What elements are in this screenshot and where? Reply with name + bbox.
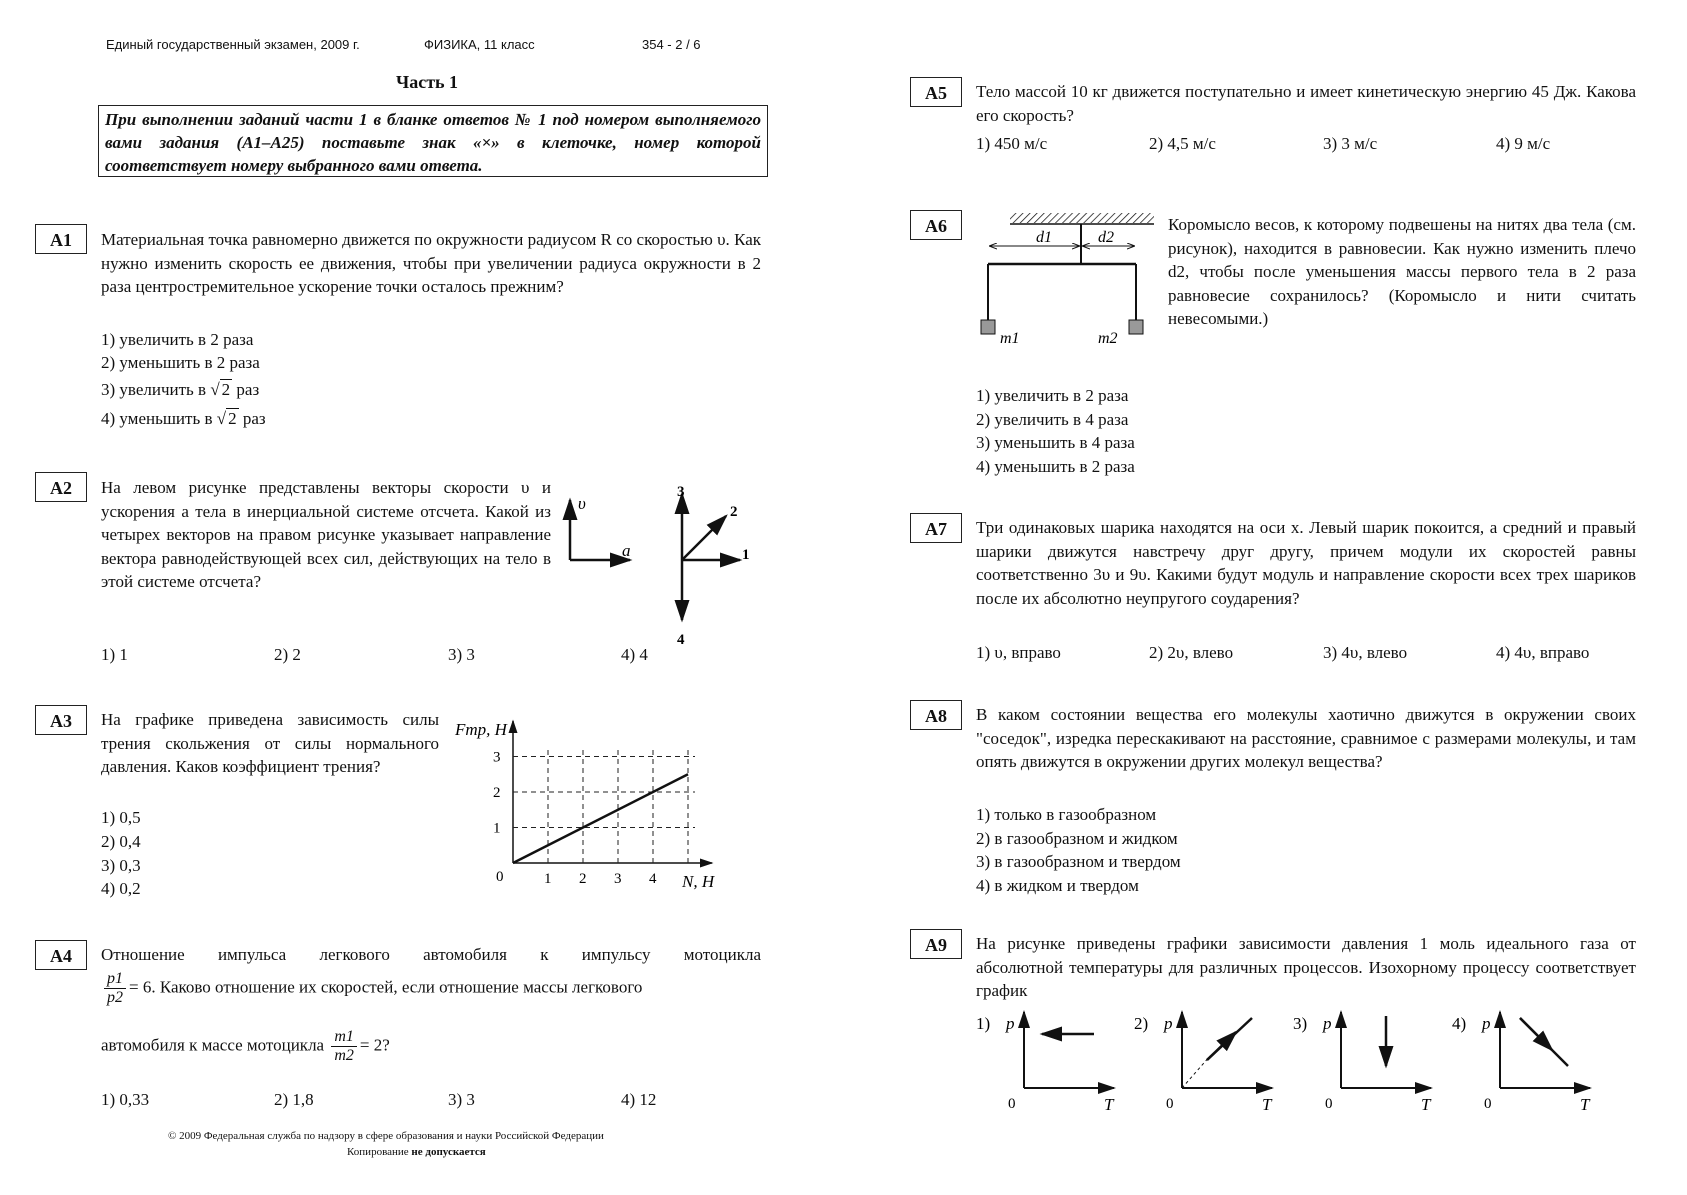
a4-option-2[interactable]: 2) 1,8 — [274, 1090, 314, 1109]
d2-label: d2 — [1098, 229, 1114, 246]
vector-4-label: 4 — [677, 632, 685, 648]
m2-label: m2 — [1098, 330, 1118, 347]
a6-label: А6 — [910, 210, 962, 240]
a9-graph-2 — [1130, 1004, 1280, 1114]
p1: p1 — [104, 970, 126, 989]
a6-option-1[interactable]: 1) увеличить в 2 раза — [976, 386, 1129, 405]
m1-label: m1 — [1000, 330, 1020, 347]
x-tick-label: 4 — [649, 871, 657, 887]
a3-label: А3 — [35, 705, 87, 735]
a2-option-1[interactable]: 1) 1 — [101, 645, 128, 664]
a5-option-4[interactable]: 4) 9 м/с — [1496, 134, 1551, 153]
a8-option-1[interactable]: 1) только в газообразном — [976, 805, 1157, 824]
y-tick-label: 2 — [493, 785, 501, 801]
a4-text-3: автомобиля к массе мотоцикла — [101, 1035, 325, 1055]
origin-label: 0 — [1008, 1096, 1016, 1112]
a5-option-1[interactable]: 1) 450 м/с — [976, 134, 1048, 153]
ceiling-hatch — [1010, 213, 1154, 223]
a7-label: А7 — [910, 513, 962, 543]
a1-option-3[interactable] — [101, 380, 259, 400]
x-axis-label: N, Н — [682, 872, 715, 891]
m2: m2 — [334, 1047, 354, 1064]
a4-text-line3 — [101, 1028, 390, 1065]
weight-1 — [981, 320, 995, 334]
a9-text: На рисунке приведены графики зависимости давления 1 моль идеального газа от абсолютной температуры для различных процессов. Изохорному процессу соответствует график — [976, 934, 1636, 1000]
m-fraction — [331, 1028, 357, 1065]
a3-text: На графике приведена зависимость силы трения скольжения от силы нормального давления. Каков коэффициент трения? — [101, 710, 439, 776]
acceleration-label: a — [622, 541, 631, 560]
y-tick-label: 1 — [493, 820, 501, 837]
extrapolation-line — [1182, 1056, 1210, 1088]
footer-copying-bold: не допускается — [411, 1146, 486, 1158]
p2: p2 — [107, 989, 123, 1006]
a7-text: Три одинаковых шарика находятся на оси x. Левый шарик покоится, а средний и правый шарики движутся навстречу друг другу, причем модули их скоростей равны соответственно 3υ и 9υ. Какими будут модуль и направление скорости всех трех шариков после их абсолютно неупругого соударения? — [976, 518, 1636, 608]
sqrt-value: 2 — [221, 380, 231, 399]
a5-label: А5 — [910, 77, 962, 107]
graph-number-label: 3) — [1293, 1014, 1308, 1033]
a1-option-4[interactable] — [101, 409, 266, 429]
a7-option-4[interactable]: 4) 4υ, вправо — [1496, 643, 1590, 662]
graph-number-label: 2) — [1134, 1014, 1149, 1033]
part-title: Часть 1 — [396, 72, 459, 92]
header-subject: ФИЗИКА, 11 класс — [424, 37, 535, 52]
friction-chart — [450, 715, 730, 895]
a1-option-2[interactable]: 2) уменьшить в 2 раза — [101, 353, 260, 372]
origin-label: 0 — [1484, 1096, 1492, 1112]
y-tick-label: 3 — [493, 749, 501, 766]
a9-label: А9 — [910, 929, 962, 959]
x-tick-label: 3 — [614, 871, 622, 887]
a1-option-3-text: 3) увеличить в — [101, 380, 211, 399]
a8-text: В каком состоянии вещества его молекулы хаотично движутся в окружении своих "соседок", изредка перескакивают на расстояние, сравнимое с размерами молекулы, и там опять движутся в окружении других молекул вещества? — [976, 705, 1636, 771]
a8-option-4[interactable]: 4) в жидком и твердом — [976, 876, 1139, 895]
header-page: 354 - 2 / 6 — [642, 37, 701, 52]
origin-label: 0 — [1325, 1096, 1333, 1112]
a3-option-1[interactable]: 1) 0,5 — [101, 808, 141, 827]
a3-option-4[interactable]: 4) 0,2 — [101, 879, 141, 898]
a4-option-3[interactable]: 3) 3 — [448, 1090, 475, 1109]
weight-2 — [1129, 320, 1143, 334]
p-axis-label: p — [1482, 1014, 1491, 1033]
a6-balance-figure — [978, 208, 1170, 353]
t-axis-label: T — [1262, 1095, 1272, 1114]
x-tick-label: 2 — [579, 871, 587, 887]
vector-2-label: 2 — [730, 504, 738, 520]
process-arrow — [1207, 1032, 1236, 1060]
sqrt-value: 2 — [228, 409, 237, 428]
a8-option-2[interactable]: 2) в газообразном и жидком — [976, 829, 1178, 848]
a7-option-3[interactable]: 3) 4υ, влево — [1323, 643, 1408, 662]
a4-option-1[interactable]: 1) 0,33 — [101, 1090, 150, 1109]
vector-3-label: 3 — [677, 484, 685, 500]
a6-option-3[interactable]: 3) уменьшить в 4 раза — [976, 433, 1135, 452]
footer-copying-text: Копирование — [347, 1146, 412, 1158]
a3-option-2[interactable]: 2) 0,4 — [101, 832, 141, 851]
a2-label: А2 — [35, 472, 87, 502]
a1-option-1[interactable]: 1) увеличить в 2 раза — [101, 330, 254, 349]
p-axis-label: p — [1164, 1014, 1173, 1033]
a4-label: А4 — [35, 940, 87, 970]
a6-option-2[interactable]: 2) увеличить в 4 раза — [976, 410, 1129, 429]
x-tick-label: 1 — [544, 871, 552, 887]
a1-option-4-text: 4) уменьшить в — [101, 409, 217, 428]
p-axis-label: p — [1006, 1014, 1015, 1033]
p-axis-label: p — [1323, 1014, 1332, 1033]
a4-text-line1: Отношение импульса легкового автомобиля к импульсу мотоцикла — [101, 945, 761, 964]
d1-label: d1 — [1036, 229, 1052, 246]
velocity-label: υ — [578, 494, 586, 513]
a7-option-2[interactable]: 2) 2υ, влево — [1149, 643, 1234, 662]
header-exam: Единый государственный экзамен, 2009 г. — [106, 37, 360, 52]
vector-2 — [682, 516, 726, 560]
part-instruction: При выполнении заданий части 1 в бланке ответов № 1 под номером выполняемого вами задания (А1–А25) поставьте знак «×» в клеточке, номер которой соответствует номеру выбранного вами ответа. — [98, 105, 768, 177]
footer-copyright: © 2009 Федеральная служба по надзору в сфере образования и науки Российской Федерации — [168, 1130, 604, 1142]
graph-number-label: 1) — [976, 1014, 991, 1033]
a1-option-3-unit: раз — [232, 380, 260, 399]
a2-vectors-figure — [560, 480, 780, 650]
a8-label: А8 — [910, 700, 962, 730]
t-axis-label: T — [1580, 1095, 1590, 1114]
y-axis-label: Fтр, Н — [455, 720, 507, 739]
a5-option-3[interactable]: 3) 3 м/с — [1323, 134, 1378, 153]
friction-line — [513, 774, 688, 863]
a5-option-2[interactable]: 2) 4,5 м/с — [1149, 134, 1216, 153]
origin-label: 0 — [496, 869, 504, 885]
a2-option-2[interactable]: 2) 2 — [274, 645, 301, 664]
vector-1-label: 1 — [742, 547, 750, 563]
sqrt-symbol: √ — [216, 409, 227, 428]
p-fraction — [104, 970, 126, 1007]
t-axis-label: T — [1421, 1095, 1431, 1114]
process-arrow — [1520, 1018, 1552, 1050]
a2-option-3[interactable]: 3) 3 — [448, 645, 475, 664]
a4-option-4[interactable]: 4) 12 — [621, 1090, 657, 1109]
a3-option-3[interactable]: 3) 0,3 — [101, 856, 141, 875]
t-axis-label: T — [1104, 1095, 1114, 1114]
a4-text-2: = 6. Каково отношение их скоростей, если отношение массы легкового — [129, 977, 643, 997]
a1-label: А1 — [35, 224, 87, 254]
a8-option-3[interactable]: 3) в газообразном и твердом — [976, 852, 1181, 871]
sqrt-symbol: √ — [210, 380, 220, 399]
a7-option-1[interactable]: 1) υ, вправо — [976, 643, 1061, 662]
graph-number-label: 4) — [1452, 1014, 1467, 1033]
a4-text-4: = 2? — [359, 1035, 390, 1055]
a4-text-line2 — [101, 970, 642, 1007]
a5-text: Тело массой 10 кг движется поступательно и имеет кинетическую энергию 45 Дж. Какова его скорость? — [976, 82, 1636, 125]
a9-graphs — [972, 1004, 1632, 1114]
a9-graph-3 — [1289, 1004, 1439, 1114]
a6-option-4[interactable]: 4) уменьшить в 2 раза — [976, 457, 1135, 476]
a2-text: На левом рисунке представлены векторы скорости υ и ускорения a тела в инерциальной системе отсчета. Какой из четырех векторов на правом рисунке указывает направление вектора равнодействующей всех сил, действующих на тело в этой системе отсчета? — [101, 478, 551, 591]
a1-text: Материальная точка равномерно движется по окружности радиусом R со скоростью υ. Как нужно изменить скорость ее движения, чтобы при увеличении радиуса окружности в 2 раза центростремительное ускорение точки осталось прежним? — [101, 230, 761, 296]
m1: m1 — [331, 1028, 357, 1047]
footer-copying — [347, 1146, 486, 1158]
a9-graph-1 — [972, 1004, 1122, 1114]
a6-text: Коромысло весов, к которому подвешены на нитях два тела (см. рисунок), находится в равновесии. Как нужно изменить плечо d2, чтобы после уменьшения массы первого тела в 2 раза равновесие сохранилось? (Коромысло и нити считать невесомыми.) — [1168, 215, 1636, 328]
a2-option-4[interactable]: 4) 4 — [621, 645, 648, 664]
origin-label: 0 — [1166, 1096, 1174, 1112]
a1-option-4-unit: раз — [238, 409, 266, 428]
a9-graph-4 — [1448, 1004, 1598, 1114]
